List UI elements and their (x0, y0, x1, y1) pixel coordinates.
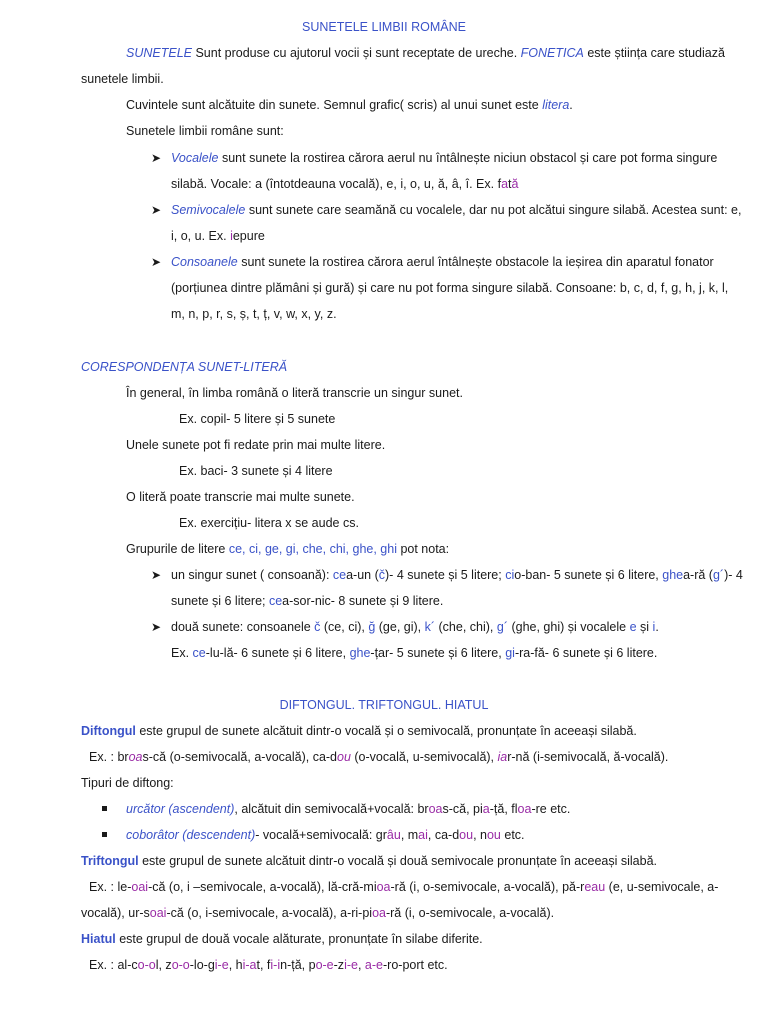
highlight: eau (584, 880, 606, 894)
highlight: ou (459, 828, 474, 842)
example: Ex. baci- 3 sunete și 4 litere (179, 464, 333, 478)
highlight: o-e (315, 958, 334, 972)
highlight: č (314, 620, 321, 634)
text: a-ră ( (683, 568, 713, 582)
text: este grupul de două vocale alăturate, pronunțate în silabe diferite. (115, 932, 483, 946)
term-diftongul: Diftongul (81, 724, 136, 738)
text: Grupurile de litere (126, 542, 229, 556)
highlight: i (230, 229, 233, 243)
text: i, o, u. Ex. (171, 229, 231, 243)
text: etc. (500, 828, 525, 842)
paragraph-sunete-list: Sunetele limbii române sunt: (126, 124, 284, 138)
text: , ca-d (427, 828, 460, 842)
text: , h (228, 958, 243, 972)
highlight: a (501, 177, 509, 191)
list-item-semivocale-cont (171, 228, 265, 244)
term-fonetica: FONETICA (520, 46, 584, 60)
highlight: g´ (496, 620, 508, 634)
text: Ex. : le- (89, 880, 132, 894)
text: silabă. Vocale: a (întotdeauna vocală), e, i, o, u, ă, â, î. Ex. f (171, 177, 502, 191)
paragraph-intro-cont: sunetele limbii. (81, 72, 164, 86)
text: Cuvintele sunt alcătuite din sunete. Semnul grafic( scris) al unui sunet este (126, 98, 543, 112)
highlight: o-o (171, 958, 190, 972)
term-hiatul: Hiatul (81, 932, 116, 946)
list-item-two-sounds-cont (171, 645, 657, 661)
text: sunete și 6 litere; (171, 594, 269, 608)
highlight: i-e (344, 958, 358, 972)
text: și (636, 620, 653, 634)
text: (che, chi), (435, 620, 497, 634)
text: , m (400, 828, 419, 842)
text: , n (473, 828, 487, 842)
term-triftongul: Triftongul (81, 854, 139, 868)
highlight: oa (428, 802, 443, 816)
text: -ță, fl (489, 802, 518, 816)
text: , alcătuit din semivocală+vocală: br (234, 802, 429, 816)
text: este grupul de sunete alcătuit dintr-o vocală și o semivocală, pronunțate în aceeași silabă. (135, 724, 637, 738)
definition-triftong (81, 853, 657, 869)
text: n-ță, p (280, 958, 316, 972)
text: -ro-port etc. (383, 958, 448, 972)
text: -că (o, i –semivocale, a-vocală), lă-cră-mi (148, 880, 377, 894)
highlight: oa (376, 880, 391, 894)
text: Ex. (171, 646, 193, 660)
text: -ra-fă- 6 sunete și 6 litere. (514, 646, 658, 660)
list-item-single-sound-cont (171, 593, 443, 609)
example: Ex. exercițiu- litera x se aude cs. (179, 516, 359, 530)
highlight: ce (332, 568, 347, 582)
text: Sunt produse cu ajutorul vocii și sunt receptate de ureche. (192, 46, 521, 60)
text: )- 4 sunete și 5 litere; (385, 568, 506, 582)
paragraph: Unele sunete pot fi redate prin mai multe litere. (126, 438, 386, 452)
paragraph: O literă poate transcrie mai multe sunete. (126, 490, 355, 504)
text: -ră (i, o-semivocale, a-vocală). (385, 906, 555, 920)
highlight: oai (131, 880, 149, 894)
highlight: a (482, 802, 490, 816)
highlight: č (378, 568, 386, 582)
text: (ghe, ghi) și vocalele (508, 620, 630, 634)
arrow-bullet-icon: ➤ (151, 620, 162, 634)
highlight: ce, ci, ge, gi, che, chi, ghe, ghi (228, 542, 397, 556)
highlight: ă (511, 177, 519, 191)
text: - vocală+semivocală: gr (255, 828, 387, 842)
example-triftong (89, 879, 718, 895)
text: (ge, gi), (375, 620, 425, 634)
list-item-consoane-cont: (porțiunea dintre plămâni și gură) și care nu pot forma singure silabă. Consoane: b, c, d, f, g, h, j, k, l, (171, 281, 729, 295)
list-item-two-sounds (171, 619, 659, 635)
example-hiat (89, 957, 448, 973)
text: . (569, 98, 573, 112)
text: două sunete: consoanele (171, 620, 315, 634)
text: a-sor-nic- 8 sunete și 9 litere. (282, 594, 444, 608)
arrow-bullet-icon: ➤ (151, 255, 162, 269)
text: epure (232, 229, 265, 243)
term-sunetele: SUNETELE (126, 46, 192, 60)
list-item-urcator (126, 801, 570, 817)
highlight: gi (505, 646, 515, 660)
text: -ră (i, o-semivocale, a-vocală), pă-r (390, 880, 585, 894)
text: s-că, pi (442, 802, 483, 816)
arrow-bullet-icon: ➤ (151, 568, 162, 582)
highlight: a-e (364, 958, 383, 972)
highlight: oa (128, 750, 143, 764)
list-item-coborator (126, 827, 525, 843)
text: sunt sunete care seamănă cu vocalele, dar nu pot alcătui singure silabă. Acestea sunt: e, (245, 203, 742, 217)
text: )- 4 (724, 568, 743, 582)
term-urcator: urcător (ascendent) (126, 802, 235, 816)
text: Ex. : br (89, 750, 129, 764)
text: t, f (256, 958, 271, 972)
paragraph-groups (126, 541, 449, 557)
text: -lu-lă- 6 sunete și 6 litere, (205, 646, 350, 660)
text: -z (333, 958, 345, 972)
text: r-nă (i-semivocală, ă-vocală). (507, 750, 669, 764)
highlight: ia (497, 750, 508, 764)
text: Ex. : al-c (89, 958, 138, 972)
section-heading-diftongul: DIFTONGUL. TRIFTONGUL. HIATUL (279, 698, 489, 712)
paragraph-tipuri: Tipuri de diftong: (81, 776, 174, 790)
definition-diftong (81, 723, 637, 739)
text: sunt sunete la rostirea cărora aerul întâlnește obstacole la ieșirea din aparatul fonator (237, 255, 714, 269)
highlight: i-e (214, 958, 229, 972)
example-diftong (89, 749, 668, 765)
arrow-bullet-icon: ➤ (151, 203, 162, 217)
text: pot nota: (396, 542, 450, 556)
highlight: ğ (368, 620, 376, 634)
list-item-single-sound (171, 567, 743, 583)
term-consoanele: Consoanele (171, 255, 238, 269)
highlight: e (629, 620, 637, 634)
list-item-vocale-cont (171, 176, 518, 192)
text: este știința care studiază (583, 46, 725, 60)
text: -lo-g (189, 958, 215, 972)
text: (o-vocală, u-semivocală), (350, 750, 498, 764)
text: -țar- 5 sunete și 6 litere, (370, 646, 506, 660)
text: , (357, 958, 365, 972)
text: t (508, 177, 512, 191)
term-vocalele: Vocalele (171, 151, 219, 165)
term-litera: litera (542, 98, 570, 112)
highlight: oa (517, 802, 532, 816)
text: s-că (o-semivocală, a-vocală), ca-d (142, 750, 338, 764)
highlight: g´ (712, 568, 725, 582)
text: l, z (155, 958, 172, 972)
text: sunt sunete la rostirea cărora aerul nu întâlnește niciun obstacol și care pot forma singure (218, 151, 718, 165)
list-item-consoane-cont2: m, n, p, r, s, ș, t, ț, v, w, x, y, z. (171, 307, 337, 321)
highlight: ce (192, 646, 206, 660)
paragraph-intro (126, 45, 725, 61)
highlight: âu (386, 828, 401, 842)
page-title: SUNETELE LIMBII ROMÂNE (302, 20, 466, 34)
highlight: i-a (242, 958, 257, 972)
highlight: i-i (270, 958, 281, 972)
definition-hiat (81, 931, 483, 947)
highlight: oa (372, 906, 386, 920)
list-item-vocale (171, 150, 717, 166)
highlight: ci (505, 568, 515, 582)
square-bullet-icon (102, 832, 107, 837)
highlight: ou (337, 750, 351, 764)
text: (ce, ci), (320, 620, 369, 634)
highlight: ai (418, 828, 428, 842)
term-coborator: coborâtor (descendent) (126, 828, 256, 842)
text: un singur sunet ( consoană): (171, 568, 333, 582)
text: este grupul de sunete alcătuit dintr-o vocală și două semivocale pronunțate în aceeași silabă. (138, 854, 657, 868)
arrow-bullet-icon: ➤ (151, 151, 162, 165)
highlight: ce (268, 594, 283, 608)
highlight: oai (149, 906, 167, 920)
term-semivocalele: Semivocalele (171, 203, 246, 217)
highlight: ou (486, 828, 501, 842)
text: -că (o, i-semivocale, a-vocală), a-ri-pi (166, 906, 373, 920)
list-item-consoane (171, 254, 714, 270)
list-item-semivocale (171, 202, 741, 218)
highlight: o-o (137, 958, 156, 972)
text: vocală), ur-s (81, 906, 150, 920)
paragraph: În general, în limba română o literă transcrie un singur sunet. (126, 386, 463, 400)
example-triftong-cont (81, 905, 554, 921)
paragraph-litera (126, 97, 573, 113)
text: a-un ( (346, 568, 379, 582)
section-heading-corespondenta: CORESPONDENȚA SUNET-LITERĂ (81, 360, 288, 374)
text: . (655, 620, 659, 634)
highlight: k´ (424, 620, 436, 634)
text: -re etc. (531, 802, 571, 816)
highlight: i (652, 620, 656, 634)
square-bullet-icon (102, 806, 107, 811)
highlight: ghe (349, 646, 371, 660)
highlight: ghe (662, 568, 684, 582)
text: (e, u-semivocale, a- (605, 880, 719, 894)
text: o-ban- 5 sunete și 6 litere, (514, 568, 663, 582)
example: Ex. copil- 5 litere și 5 sunete (179, 412, 336, 426)
